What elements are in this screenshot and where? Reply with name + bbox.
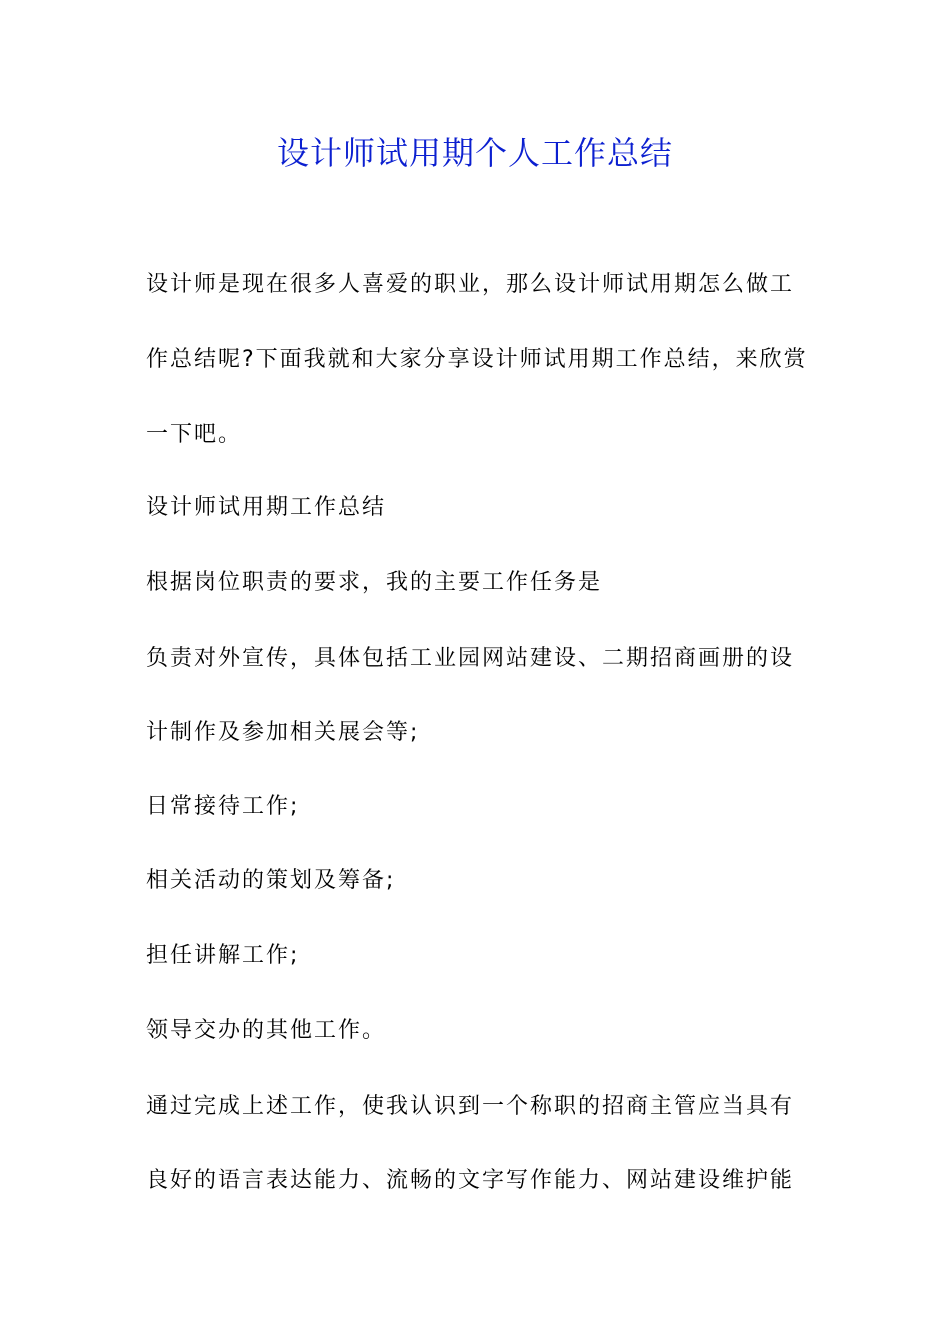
- paragraph-line: 一下吧。: [146, 422, 243, 447]
- paragraph-line: 根据岗位职责的要求，我的主要工作任务是: [146, 570, 603, 595]
- list-item: 日常接待工作;: [146, 794, 300, 819]
- list-item: 领导交办的其他工作。: [146, 1018, 387, 1043]
- list-item: 相关活动的策划及筹备;: [146, 868, 396, 893]
- document-title: 设计师试用期个人工作总结: [276, 134, 673, 172]
- section-heading: 设计师试用期工作总结: [146, 495, 387, 520]
- paragraph-line: 负责对外宣传，具体包括工业园网站建设、二期招商画册的设: [146, 646, 795, 671]
- paragraph-line: 通过完成上述工作，使我认识到一个称职的招商主管应当具有: [146, 1094, 795, 1119]
- paragraph-line: 设计师是现在很多人喜爱的职业，那么设计师试用期怎么做工: [146, 272, 795, 297]
- list-item: 担任讲解工作;: [146, 943, 300, 968]
- paragraph-line: 良好的语言表达能力、流畅的文字写作能力、网站建设维护能: [146, 1168, 795, 1193]
- paragraph-line: 作总结呢?下面我就和大家分享设计师试用期工作总结，来欣赏: [146, 347, 808, 372]
- paragraph-line: 计制作及参加相关展会等;: [146, 720, 420, 745]
